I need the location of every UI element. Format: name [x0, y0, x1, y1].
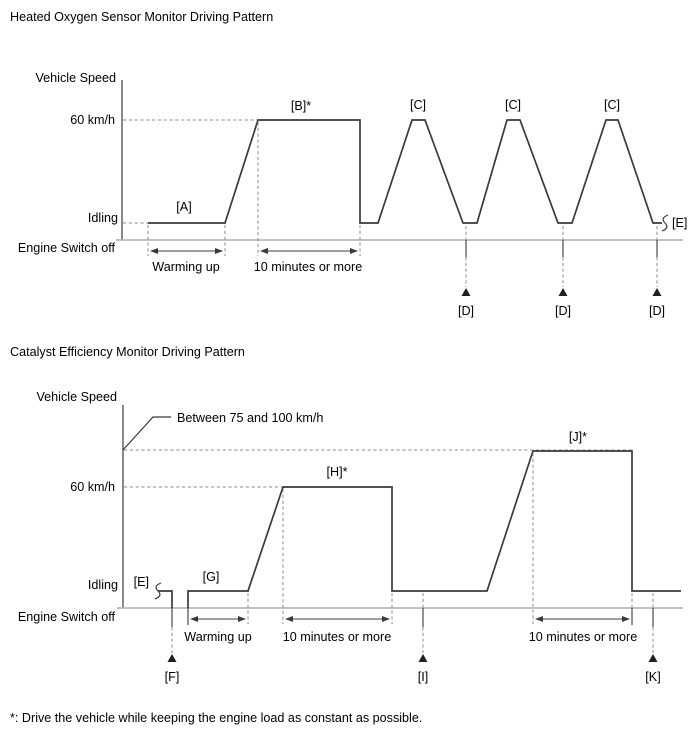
chart-title: Catalyst Efficiency Monitor Driving Pattern [10, 345, 245, 359]
span-label-ten-minutes: 10 minutes or more [253, 260, 363, 274]
triangle-up-icon [653, 288, 662, 296]
marker-label-d: [D] [648, 304, 666, 318]
marker-f [165, 608, 180, 684]
span-label-ten-minutes-2: 10 minutes or more [528, 630, 638, 644]
phase-label-c-2: [C] [504, 98, 522, 112]
span-label-warming-up: Warming up [184, 630, 252, 644]
marker-label-f: [F] [164, 670, 180, 684]
triangle-up-icon [462, 288, 471, 296]
speed-trace [148, 120, 662, 223]
phase-label-e: [E] [672, 216, 688, 230]
idling-label: Idling [87, 578, 118, 592]
footnote: *: Drive the vehicle while keeping the engine load as constant as possible. [10, 711, 423, 725]
dashed-guides [148, 122, 360, 256]
triangle-up-icon [649, 654, 658, 662]
idling-label: Idling [87, 211, 118, 225]
phase-label-c-1: [C] [409, 98, 427, 112]
dashed-guides [188, 453, 632, 625]
engine-switch-off-label: Engine Switch off [17, 610, 115, 624]
phase-label-c-3: [C] [603, 98, 621, 112]
span-label-ten-minutes-1: 10 minutes or more [282, 630, 392, 644]
triangle-up-icon [559, 288, 568, 296]
engine-switch-off-label: Engine Switch off [17, 241, 115, 255]
callout-leader-line [123, 417, 171, 450]
marker-label-d: [D] [554, 304, 572, 318]
span-label-warming-up: Warming up [152, 260, 220, 274]
heated-oxygen-sensor-chart [10, 10, 687, 318]
speed-60-label: 60 km/h [70, 113, 115, 127]
dimension-arrow-warming-up [190, 616, 246, 622]
marker-label-d: [D] [457, 304, 475, 318]
phase-label-a: [A] [176, 200, 192, 214]
speed-60-label: 60 km/h [70, 480, 115, 494]
phase-label-g: [G] [202, 570, 220, 584]
phase-label-h: [H]* [326, 465, 348, 479]
marker-label-k: [K] [645, 670, 661, 684]
dimension-arrow-warming-up [150, 248, 223, 254]
phase-label-b: [B]* [290, 99, 312, 113]
phase-label-j: [J]* [568, 430, 588, 444]
marker-label-i: [I] [417, 670, 429, 684]
triangle-up-icon [419, 654, 428, 662]
catalyst-efficiency-chart [10, 345, 683, 684]
speed-trace [188, 451, 681, 608]
dimension-arrow-ten-minutes [260, 248, 358, 254]
dimension-arrow-ten-minutes-2 [535, 616, 630, 622]
marker-i [418, 593, 429, 684]
y-axis-label: Vehicle Speed [36, 390, 117, 404]
speed-75-100-callout: Between 75 and 100 km/h [177, 411, 324, 425]
triangle-up-icon [168, 654, 177, 662]
marker-k [645, 593, 660, 684]
phase-label-e: [E] [133, 575, 149, 589]
dimension-arrow-ten-minutes-1 [285, 616, 390, 622]
chart-title: Heated Oxygen Sensor Monitor Driving Pattern [10, 10, 274, 24]
line-break-symbol [662, 215, 668, 231]
y-axis-label: Vehicle Speed [35, 71, 116, 85]
